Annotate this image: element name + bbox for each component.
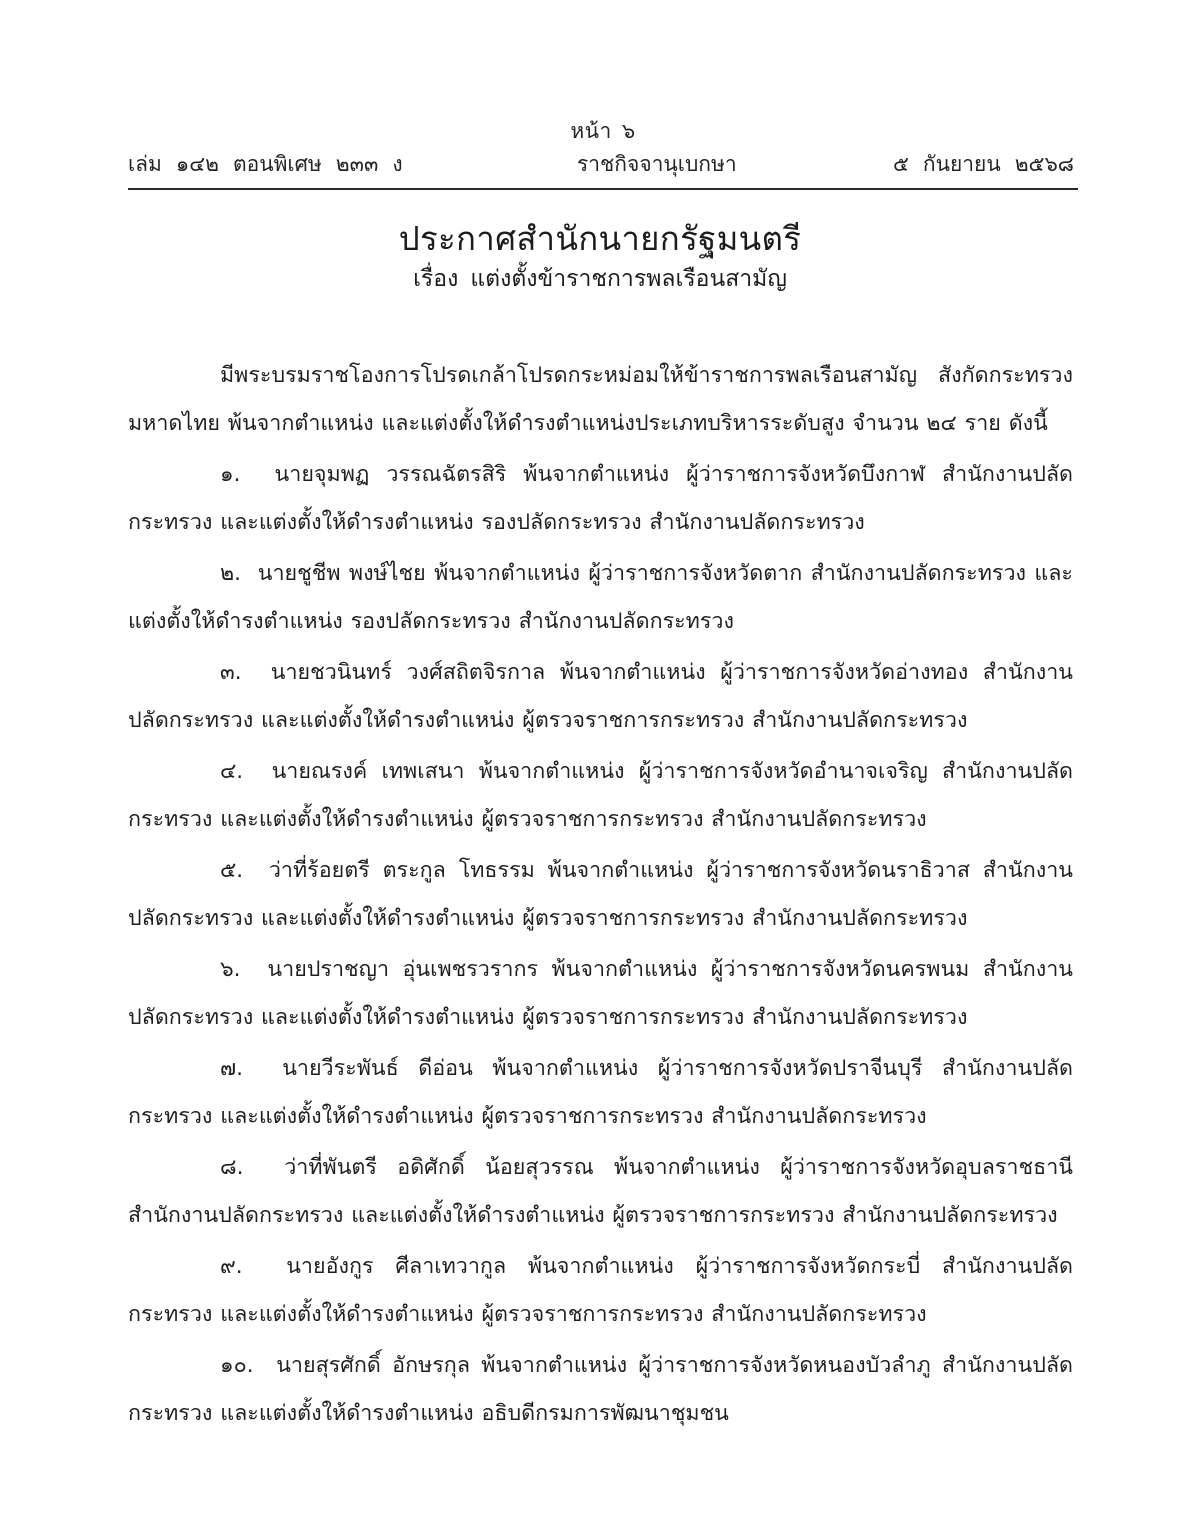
- section-number: ๒๓๓: [335, 152, 379, 177]
- title-block: [0, 218, 1200, 295]
- appointment-item-number: ๙.: [220, 1254, 243, 1279]
- body-block: [128, 352, 1073, 1438]
- appointment-item: [128, 1342, 1073, 1438]
- appointment-item: [128, 451, 1073, 547]
- appointment-item-number: ๔.: [220, 759, 244, 784]
- appointment-item-text: นายชวนินทร์ วงศ์สถิตจิรกาล พ้นจากตำแหน่ง ผู้ว่าราชการจังหวัดอ่างทอง สำนักงานปลัดกระทรวง และแต่งตั้งให้ดำรงตำแหน่ง ผู้ตรวจราชการกระทรวง สำนักงานปลัดกระทรวง: [128, 660, 1073, 733]
- appointment-list: [128, 451, 1073, 1438]
- appointment-item: [128, 1243, 1073, 1339]
- volume-number: ๑๔๒: [175, 152, 219, 177]
- page-label: หน้า: [570, 119, 612, 143]
- masthead-volume-group: [128, 148, 403, 181]
- date-day: ๕: [892, 152, 909, 177]
- appointment-item: [128, 748, 1073, 844]
- appointment-item-text: นายณรงค์ เทพเสนา พ้นจากตำแหน่ง ผู้ว่าราชการจังหวัดอำนาจเจริญ สำนักงานปลัดกระทรวง และแต่งตั้งให้ดำรงตำแหน่ง ผู้ตรวจราชการกระทรวง สำนักงานปลัดกระทรวง: [128, 759, 1073, 832]
- appointment-item: [128, 1144, 1073, 1240]
- section-label: ตอนพิเศษ: [232, 152, 322, 177]
- subject-text: แต่งตั้งข้าราชการพลเรือนสามัญ: [470, 265, 787, 292]
- masthead-date-group: [893, 148, 1078, 181]
- appointment-item: [128, 1045, 1073, 1141]
- date-month: กันยายน: [922, 152, 1001, 177]
- appointment-item-text: นายอังกูร ศีลาเทวากูล พ้นจากตำแหน่ง ผู้ว่าราชการจังหวัดกระบี่ สำนักงานปลัดกระทรวง และแต่งตั้งให้ดำรงตำแหน่ง ผู้ตรวจราชการกระทรวง สำนักงานปลัดกระทรวง: [128, 1254, 1073, 1327]
- appointment-item-text: ว่าที่พันตรี อดิศักดิ์ น้อยสุวรรณ พ้นจากตำแหน่ง ผู้ว่าราชการจังหวัดอุบลราชธานี สำนักงานปลัดกระทรวง และแต่งตั้งให้ดำรงตำแหน่ง ผู้ตรวจราชการกระทรวง สำนักงานปลัดกระทรวง: [128, 1155, 1073, 1228]
- masthead-row: [128, 148, 1078, 188]
- appointment-item-number: ๕.: [220, 858, 244, 883]
- appointment-item-text: นายปราชญา อุ่นเพชรวรากร พ้นจากตำแหน่ง ผู้ว่าราชการจังหวัดนครพนม สำนักงานปลัดกระทรวง และแต่งตั้งให้ดำรงตำแหน่ง ผู้ตรวจราชการกระทรวง สำนักงานปลัดกระทรวง: [128, 957, 1073, 1030]
- intro-paragraph: มีพระบรมราชโองการโปรดเกล้าโปรดกระหม่อมให้ข้าราชการพลเรือนสามัญ สังกัดกระทรวงมหาดไทย พ้นจากตำแหน่ง และแต่งตั้งให้ดำรงตำแหน่งประเภทบริหารระดับสูง จำนวน ๒๔ ราย ดังนี้: [128, 363, 1073, 436]
- publication-name: ราชกิจจานุเบกษา: [576, 152, 737, 177]
- appointment-item: [128, 550, 1073, 646]
- appointment-item-number: ๑.: [220, 462, 241, 487]
- appointment-item-number: ๗.: [220, 1056, 244, 1081]
- appointment-item-text: นายชูชีพ พงษ์ไชย พ้นจากตำแหน่ง ผู้ว่าราชการจังหวัดตาก สำนักงานปลัดกระทรวง และแต่งตั้งให้ดำรงตำแหน่ง รองปลัดกระทรวง สำนักงานปลัดกระทรวง: [128, 561, 1073, 634]
- appointment-item-number: ๘.: [220, 1155, 244, 1180]
- document-subject-line: [0, 265, 1200, 295]
- appointment-item-number: ๑๐.: [220, 1353, 254, 1378]
- page-number: ๖: [621, 119, 636, 143]
- appointment-item-text: นายสุรศักดิ์ อักษรกุล พ้นจากตำแหน่ง ผู้ว่าราชการจังหวัดหนองบัวลำภู สำนักงานปลัดกระทรวง และแต่งตั้งให้ดำรงตำแหน่ง อธิบดีกรมการพัฒนาชุมชน: [128, 1353, 1073, 1426]
- document-title: ประกาศสำนักนายกรัฐมนตรี: [398, 219, 802, 258]
- appointment-item-number: ๒.: [220, 561, 242, 586]
- appointment-item-text: นายวีระพันธ์ ดีอ่อน พ้นจากตำแหน่ง ผู้ว่าราชการจังหวัดปราจีนบุรี สำนักงานปลัดกระทรวง และแต่งตั้งให้ดำรงตำแหน่ง ผู้ตรวจราชการกระทรวง สำนักงานปลัดกระทรวง: [128, 1056, 1073, 1129]
- appointment-item-number: ๓.: [220, 660, 242, 685]
- section-class: ง: [392, 152, 403, 177]
- page-number-line: [128, 118, 1078, 144]
- appointment-item: [128, 946, 1073, 1042]
- appointment-item-text: นายจุมพฏ วรรณฉัตรสิริ พ้นจากตำแหน่ง ผู้ว่าราชการจังหวัดบึงกาฬ สำนักงานปลัดกระทรวง และแต่งตั้งให้ดำรงตำแหน่ง รองปลัดกระทรวง สำนักงานปลัดกระทรวง: [128, 462, 1073, 535]
- masthead: [128, 118, 1078, 190]
- volume-label: เล่ม: [128, 152, 162, 177]
- appointment-item-text: ว่าที่ร้อยตรี ตระกูล โทธรรม พ้นจากตำแหน่ง ผู้ว่าราชการจังหวัดนราธิวาส สำนักงานปลัดกระทรวง และแต่งตั้งให้ดำรงตำแหน่ง ผู้ตรวจราชการกระทรวง สำนักงานปลัดกระทรวง: [128, 858, 1073, 931]
- appointment-item-number: ๖.: [220, 957, 241, 982]
- masthead-divider: [128, 188, 1078, 190]
- subject-label: เรื่อง: [413, 265, 459, 292]
- date-year: ๒๕๖๘: [1014, 152, 1074, 177]
- appointment-item: [128, 847, 1073, 943]
- appointment-item: [128, 649, 1073, 745]
